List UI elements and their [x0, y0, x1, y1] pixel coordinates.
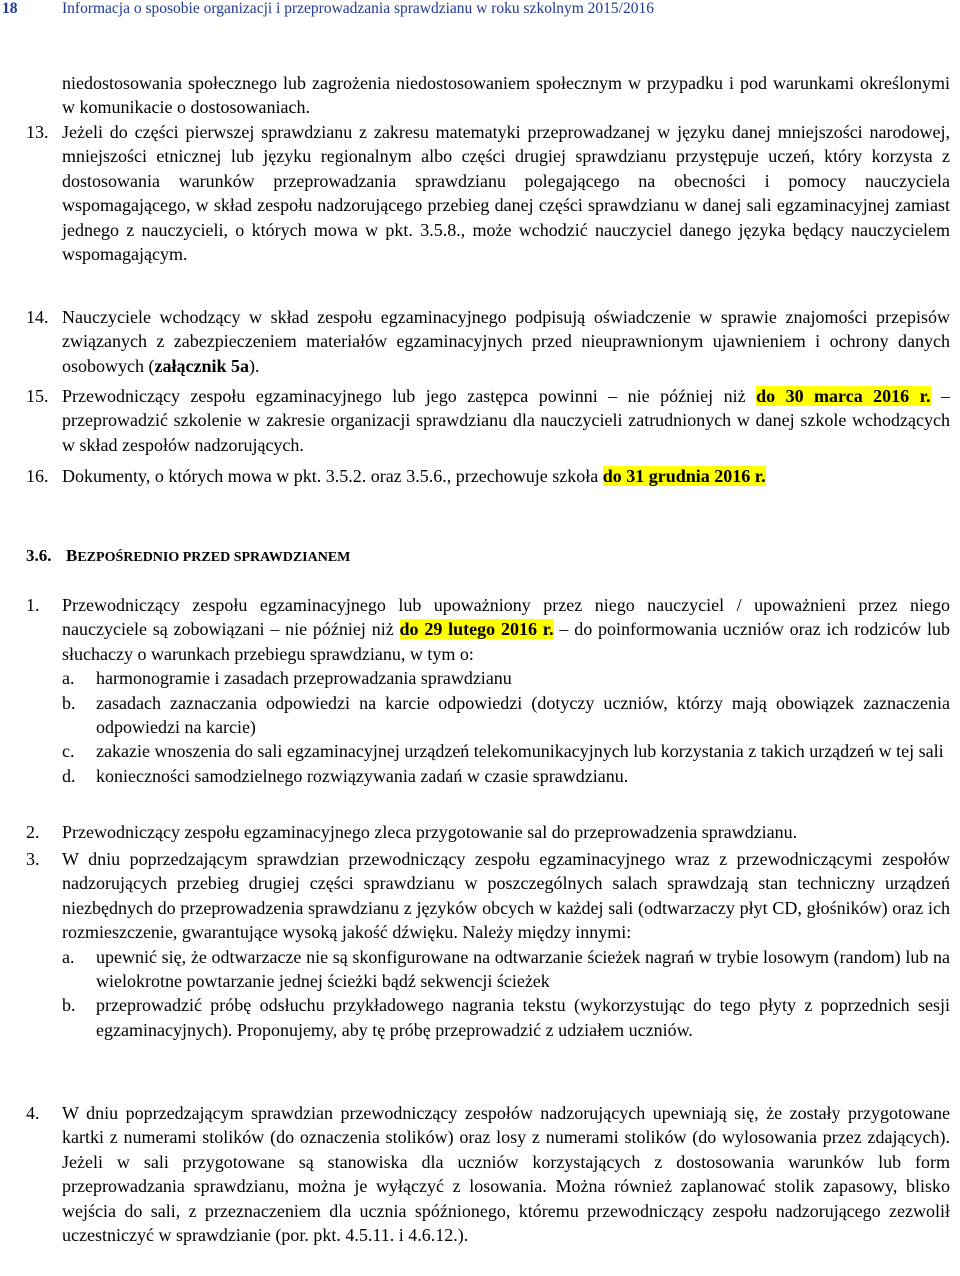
list-item-15 [26, 384, 950, 457]
item-text: W dniu poprzedzającym sprawdzian przewodniczący zespołu egzaminacyjnego wraz z przewodniczącymi zespołów nadzorujących przebieg drugiej części sprawdzianu w poszczególnych salach sprawdzają stan techniczny urządzeń niezbędnych do przeprowadzenia sprawdzianu z języków obcych w każdej sali (odtwarzaczy płyt CD, głośników) oraz ich rozmieszczenie, gwarantujące wysoką jakość dźwięku. Należy między innymi: [62, 849, 950, 943]
list-item-13 [26, 120, 950, 266]
item-number: 2. [26, 822, 40, 842]
header-title: Informacja o sposobie organizacji i przeprowadzania sprawdzianu w roku szkolnym 2015/2016 [62, 0, 654, 17]
item-number: 3. [26, 849, 40, 869]
sub-item-a: a. harmonogramie i zasadach przeprowadzania sprawdzianu [62, 668, 512, 689]
section-item-4 [26, 1101, 950, 1247]
item-text: W dniu poprzedzającym sprawdzian przewodniczący zespołów nadzorujących upewniają się, że zostały przygotowane kartki z numerami stolików (do oznaczenia stolików) oraz losy z numerami stolików (do wylosowania przez zdających). Jeżeli w sali przygotowane są stanowiska dla uczniów korzystających z dostosowania warunków lub form przeprowadzania sprawdzianu, można je wyłączyć z losowania. Można również zaplanować stolik zapasowy, blisko wejścia do sali, z przeznaczeniem dla ucznia spóźnionego, któremu przewodniczący zespołu nadzorującego zezwolił uczestniczyć w sprawdzianie (por. pkt. 4.5.11. i 4.6.12.). [62, 1103, 950, 1246]
sub-item-b: b. przeprowadzić próbę odsłuchu przykładowego nagrania tekstu (wykorzystując do tego płyty z poprzednich sesji egzaminacyjnych). Proponujemy, aby tę próbę przeprowadzić z udziałem uczniów. [62, 995, 950, 1040]
item-number: 13. [26, 122, 49, 142]
page-header [0, 0, 960, 22]
sub-item-c: c. zakazie wnoszenia do sali egzaminacyjnej urządzeń telekomunikacyjnych lub korzystania z takich urządzeń w tej sali [62, 741, 944, 762]
section-item-3 [26, 847, 950, 1042]
item-number: 15. [26, 386, 49, 406]
deadline-highlight: do 29 lutego 2016 r. [399, 619, 554, 640]
section-item-1 [26, 593, 950, 788]
item-text: Dokumenty, o których mowa w pkt. 3.5.2. oraz 3.5.6., przechowuje szkoła do 31 grudnia 2016 r. [62, 466, 766, 486]
deadline-highlight: do 30 marca 2016 r. [756, 386, 931, 406]
item-number: 4. [26, 1103, 40, 1123]
continuation-paragraph: niedostosowania społecznego lub zagrożenia niedostosowaniem społecznym w przypadku i pod warunkami określonymi w komunikacie o dostosowaniach. [62, 73, 950, 118]
item-number: 1. [26, 595, 40, 615]
item-text: Przewodniczący zespołu egzaminacyjnego lub upoważniony przez niego nauczyciel / upoważnieni przez niego nauczyciele są zobowiązani – nie później niż do 29 lutego 2016 r. – do poinformowania uczniów oraz ich rodziców lub słuchaczy o warunkach przebiegu sprawdzianu, w tym o: [62, 595, 950, 664]
sub-item-b: b. zasadach zaznaczania odpowiedzi na karcie odpowiedzi (dotyczy uczniów, którzy mają obowiązek zaznaczenia odpowiedzi na karcie) [62, 692, 950, 738]
sub-item-d: d. konieczności samodzielnego rozwiązywania zadań w czasie sprawdzianu. [62, 765, 629, 786]
item-number: 16. [26, 466, 49, 486]
attachment-ref: załącznik 5a [154, 355, 249, 376]
section-number: 3.6. [26, 546, 52, 565]
item-text: Przewodniczący zespołu egzaminacyjnego lub jego zastępca powinni – nie później niż do 30 marca 2016 r. – przeprowadzić szkolenie w zakresie organizacji sprawdzianu dla nauczycieli zatrudnionych w danej szkole wchodzących w skład zespołów nadzorujących. [62, 386, 950, 455]
item-text: Jeżeli do części pierwszej sprawdzianu z zakresu matematyki przeprowadzanej w języku danej mniejszości narodowej, mniejszości etnicznej lub języku regionalnym albo części drugiej sprawdzianu przystępuje uczeń, który korzysta z dostosowania warunków przeprowadzania sprawdzianu polegającego na obecności i pomocy nauczyciela wspomagającego, w skład zespołu nadzorującego przebieg danej części sprawdzianu w danej sali egzaminacyjnej zamiast jednego z nauczycieli, o których mowa w pkt. 3.5.8., może wchodzić nauczyciel danego języka będący nauczycielem wspomagającym. [62, 122, 950, 265]
section-title: BEZPOŚREDNIO PRZED SPRAWDZIANEM [66, 546, 351, 565]
item-text: Nauczyciele wchodzący w skład zespołu egzaminacyjnego podpisują oświadczenie w sprawie znajomości przepisów związanych z zabezpieczeniem materiałów egzaminacyjnych przed nieuprawnionym ujawnieniem i ochrony danych osobowych (załącznik 5a). [62, 307, 950, 376]
page-number: 18 [2, 0, 18, 17]
section-item-2 [26, 820, 950, 844]
sub-item-a: a. upewnić się, że odtwarzacze nie są skonfigurowane na odtwarzanie ścieżek nagrań w trybie losowym (random) lub na wielokrotne powtarzanie jednej ścieżki bądź sekwencji ścieżek [62, 946, 950, 992]
list-item-16 [26, 464, 950, 488]
deadline-highlight: do 31 grudnia 2016 r. [602, 466, 766, 486]
item-number: 14. [26, 307, 49, 327]
item-text: Przewodniczący zespołu egzaminacyjnego zleca przygotowanie sal do przeprowadzenia sprawdzianu. [62, 822, 798, 842]
list-item-14 [26, 305, 950, 378]
